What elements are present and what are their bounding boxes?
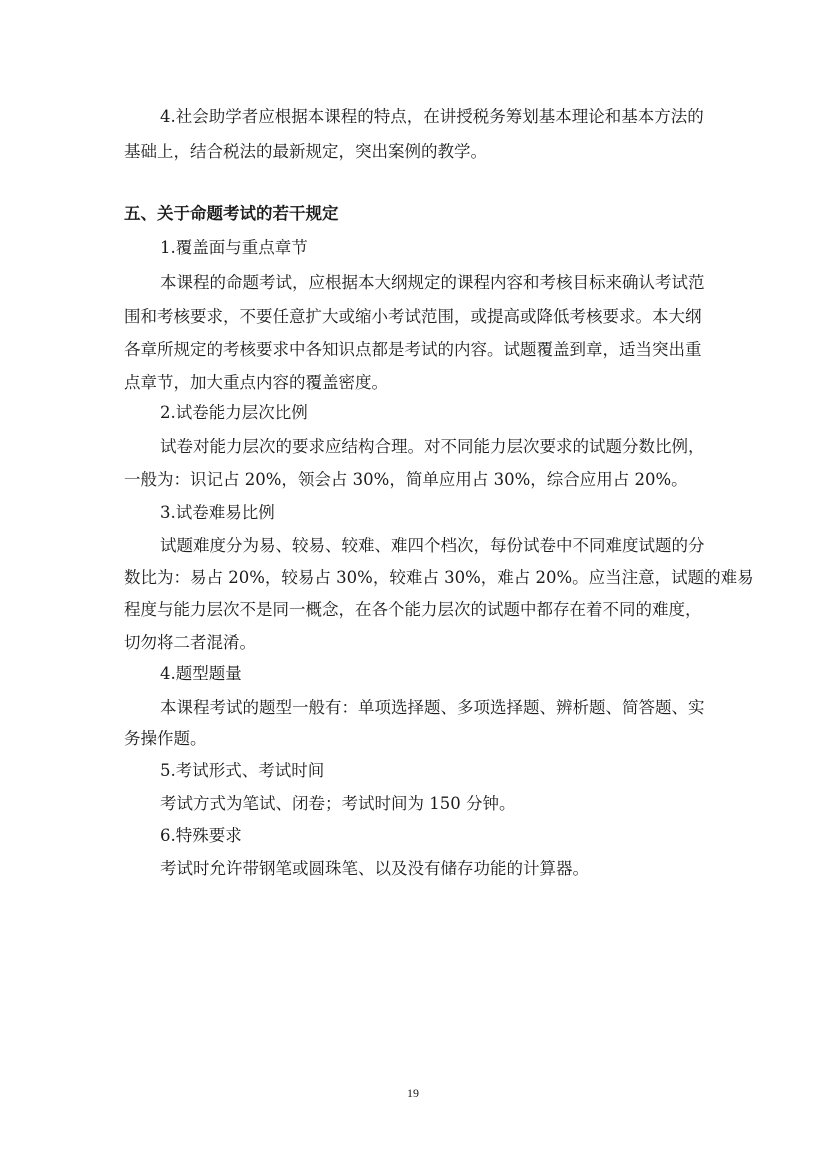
item-title-difficulty-ratio: 3.试卷难易比例 <box>160 503 275 522</box>
item-difficulty-line-1: 试题难度分为易、较易、较难、难四个档次，每份试卷中不同难度试题的分 <box>160 536 705 555</box>
item-special-requirements-line-1: 考试时允许带钢笔或圆珠笔、以及没有储存功能的计算器。 <box>160 859 589 878</box>
section-heading: 五、关于命题考试的若干规定 <box>124 204 339 223</box>
item-coverage-line-1: 本课程的命题考试，应根据本大纲规定的课程内容和考核目标来确认考试范 <box>160 273 705 292</box>
item-title-exam-format: 5.考试形式、考试时间 <box>160 761 325 780</box>
item-coverage-line-3: 各章所规定的考核要求中各知识点都是考试的内容。试题覆盖到章，适当突出重 <box>124 340 702 359</box>
item-coverage-line-4: 点章节，加大重点内容的覆盖密度。 <box>124 373 388 392</box>
item-question-types-line-1: 本课程考试的题型一般有：单项选择题、多项选择题、辨析题、简答题、实 <box>160 698 705 717</box>
intro-line-2: 基础上，结合税法的最新规定，突出案例的教学。 <box>124 142 487 161</box>
item-title-coverage: 1.覆盖面与重点章节 <box>160 238 308 257</box>
item-title-special-requirements: 6.特殊要求 <box>160 826 242 845</box>
item-exam-format-line-1: 考试方式为笔试、闭卷；考试时间为 150 分钟。 <box>160 794 516 813</box>
item-coverage-line-2: 围和考核要求，不要任意扩大或缩小考试范围，或提高或降低考核要求。本大纲 <box>124 307 702 326</box>
intro-line-1: 4.社会助学者应根据本课程的特点，在讲授税务筹划基本理论和基本方法的 <box>160 107 704 126</box>
item-ability-line-2: 一般为：识记占 20%，领会占 30%，简单应用占 30%，综合应用占 20%。 <box>124 470 688 489</box>
item-title-question-types: 4.题型题量 <box>160 664 242 683</box>
page-number: 19 <box>407 1086 419 1100</box>
item-difficulty-line-2: 数比为：易占 20%，较易占 30%，较难占 30%，难占 20%。应当注意，试题的难易 <box>124 568 754 587</box>
item-question-types-line-2: 务操作题。 <box>124 729 207 748</box>
item-ability-line-1: 试卷对能力层次的要求应结构合理。对不同能力层次要求的试题分数比例， <box>160 437 705 456</box>
item-title-ability-ratio: 2.试卷能力层次比例 <box>160 403 308 422</box>
item-difficulty-line-4: 切勿将二者混淆。 <box>124 633 256 652</box>
item-difficulty-line-3: 程度与能力层次不是同一概念，在各个能力层次的试题中都存在着不同的难度， <box>124 600 702 619</box>
